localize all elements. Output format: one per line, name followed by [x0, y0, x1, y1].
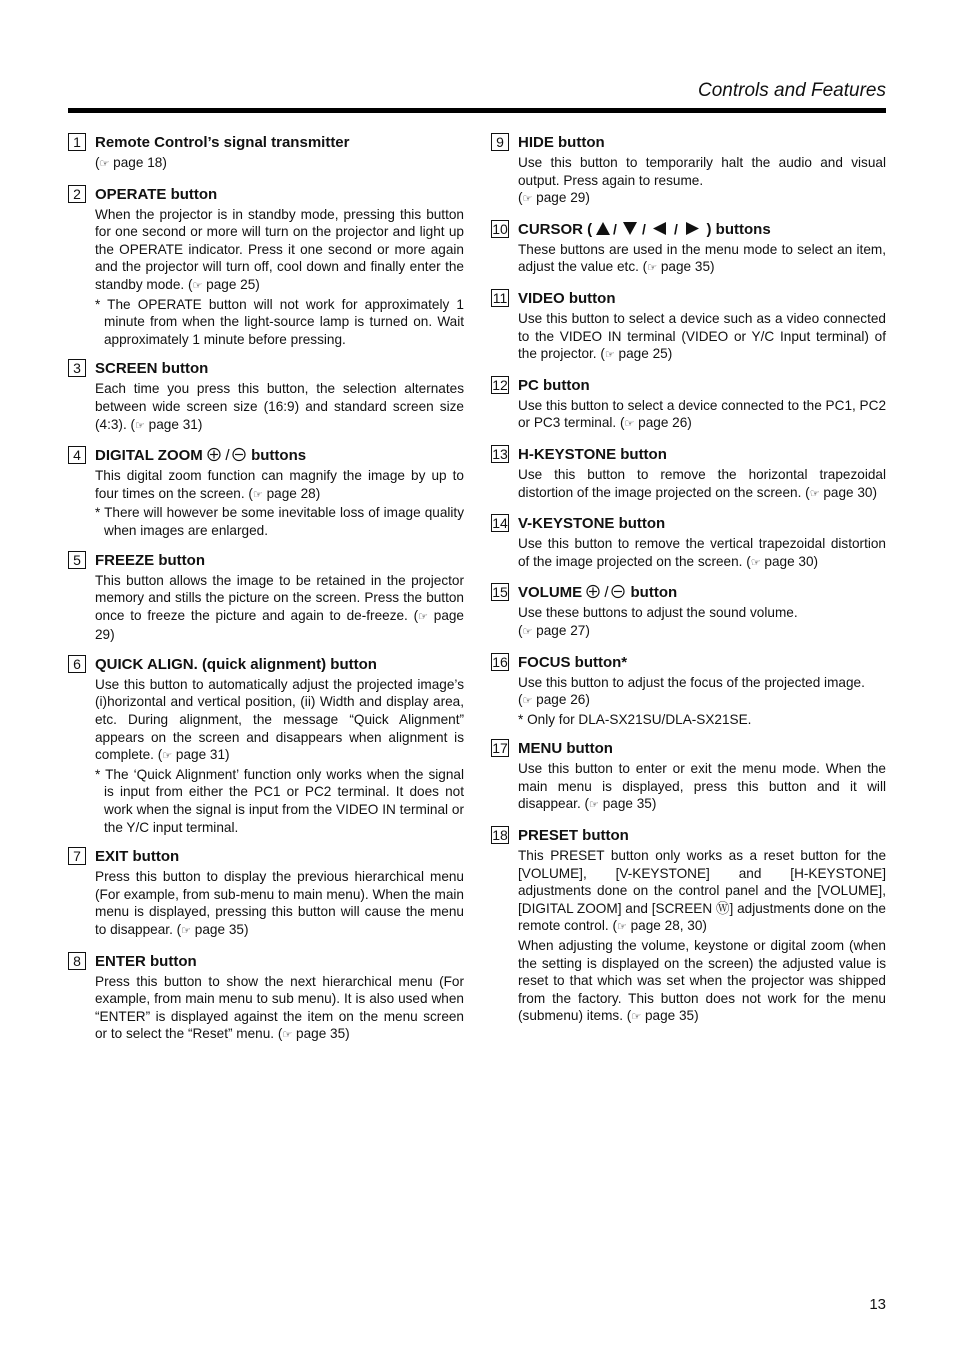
item-2 — [68, 184, 464, 349]
item-note: * The OPERATE button will not work for approximately 1 minute from when the light-source lamp is turned on. Wait approximately 1 minute before pressing. — [95, 296, 464, 347]
item-body: Use this button to remove the vertical trapezoidal distortion of the image projected on the screen. (☞ page 30) — [518, 536, 886, 569]
title-text: buttons — [246, 447, 307, 465]
item-number: 13 — [492, 445, 508, 462]
right-column — [491, 132, 886, 1037]
item-title: HIDE button — [518, 134, 605, 151]
svg-text:/: / — [613, 220, 618, 236]
section-title: Controls and Features — [698, 80, 886, 101]
item-body: Use this button to adjust the focus of the projected image. (☞ page 26) * Only for DLA-SX21SU/DLA-SX21SE. — [518, 674, 865, 727]
item-number: 14 — [492, 515, 508, 532]
item-body: Use this button to temporarily halt the audio and visual output. Press again to resume. (☞ page 29) — [518, 155, 886, 206]
item-title: PC button — [518, 376, 590, 394]
item-number: 5 — [68, 551, 86, 569]
item-body: Use these buttons to adjust the sound volume. (☞ page 27) — [518, 605, 798, 638]
item-title: PRESET button — [518, 827, 629, 845]
title-text: CURSOR ( — [518, 220, 597, 238]
left-column — [68, 132, 464, 1055]
item-7 — [68, 846, 464, 940]
item-4 — [68, 445, 464, 539]
svg-text:/: / — [674, 220, 679, 236]
title-text: VOLUME — [518, 584, 587, 602]
item-11 — [491, 288, 886, 365]
item-number: 15 — [492, 584, 508, 601]
title-text: DIGITAL ZOOM — [95, 447, 207, 465]
item-17 — [491, 738, 886, 815]
item-number: 10 — [492, 220, 508, 237]
item-title: V-KEYSTONE button — [518, 515, 666, 533]
item-body: Use this button to automatically adjust the projected image’s (i)horizontal and vertical position, (ii) Width and display area, etc. During alignment, the message “Quick Alignment” appears on the screen and disappears when alignment is complete. (☞ page 31) — [95, 676, 464, 763]
item-body: Press this button to show the next hierarchical menu (For example, from main menu to sub menu). It is also used when “ENTER” is displayed against the item on the menu screen or to select the “Reset” menu. (☞ page 35) — [95, 973, 464, 1042]
item-body: This button allows the image to be retained in the projector memory and stills the picture on the screen. Press the button once to freeze the picture and again to de-freeze. (☞ page 29) — [95, 572, 464, 643]
title-text: button — [626, 584, 678, 602]
item-title: MENU button — [518, 740, 613, 758]
item-9 — [491, 132, 886, 209]
item-number: 16 — [492, 653, 508, 670]
item-number: 7 — [68, 847, 86, 865]
item-18 — [491, 825, 886, 1027]
item-title — [518, 219, 886, 241]
item-body: (☞ page 18) — [95, 155, 167, 170]
item-16 — [491, 652, 886, 729]
arrow-keys-icon — [596, 221, 702, 236]
item-14 — [491, 513, 886, 572]
plus-minus-icon — [586, 584, 626, 599]
item-10 — [491, 219, 886, 278]
item-title: H-KEYSTONE button — [518, 445, 667, 463]
item-number: 11 — [492, 289, 508, 306]
svg-text:/: / — [642, 220, 647, 236]
item-15 — [491, 582, 886, 641]
item-title: Remote Control’s signal transmitter — [95, 134, 350, 151]
item-title: OPERATE button — [95, 185, 218, 203]
item-title — [518, 582, 886, 604]
item-number: 17 — [492, 740, 508, 757]
item-number: 2 — [68, 185, 86, 203]
plus-minus-icon — [207, 447, 247, 462]
item-number: 4 — [68, 446, 86, 464]
item-body: Press this button to display the previous hierarchical menu (For example, from sub-menu to main menu). When the main menu is displayed, pressing this button will cause the menu to disappear. (☞ page 35) — [95, 869, 464, 937]
header-rule — [68, 108, 886, 113]
item-body: Use this button to select a device connected to the PC1, PC2 or PC3 terminal. (☞ page 26) — [518, 397, 887, 431]
item-number: 3 — [68, 359, 86, 377]
item-body: Each time you press this button, the selection alternates between wide screen size (16:9) and standard screen size (4:3). (☞ page 31) — [95, 381, 464, 432]
item-number: 18 — [492, 827, 508, 844]
item-number: 8 — [68, 952, 86, 970]
item-3 — [68, 358, 464, 435]
item-6 — [68, 654, 464, 836]
item-note: * There will however be some inevitable loss of image quality when images are enlarged. — [95, 505, 464, 538]
item-body: Use this button to remove the horizontal trapezoidal distortion of the image projected on the screen. (☞ page 30) — [518, 466, 886, 500]
item-12 — [491, 375, 886, 434]
item-5 — [68, 550, 464, 644]
item-number: 9 — [491, 133, 509, 151]
page-number: 13 — [869, 1296, 886, 1313]
item-body: These buttons are used in the menu mode to select an item, adjust the value etc. (☞ page 35) — [518, 241, 886, 275]
item-note: * The ‘Quick Alignment’ function only works when the signal is input from either the PC1 or PC2 terminal. It does not work when the signal is input from the VIDEO IN terminal or the Y/C input terminal. — [95, 766, 464, 835]
item-13 — [491, 444, 886, 503]
item-title — [95, 445, 464, 467]
item-1 — [68, 132, 464, 174]
item-title: SCREEN button — [95, 360, 209, 378]
item-8 — [68, 951, 464, 1045]
item-title: QUICK ALIGN. (quick alignment) button — [95, 655, 377, 673]
item-title: FREEZE button — [95, 551, 205, 569]
item-body: When the projector is in standby mode, pressing this button for one second or more will turn on the projector and light up the OPERATE indicator. Press it one second or more again and the projector will turn off, cool down and finally enter the standby mode. (☞ page 25) — [95, 206, 464, 292]
item-body: This PRESET button only works as a reset button for the [VOLUME], [V-KEYSTONE] and [H-KEYSTONE] adjustments done on the control panel and the [VOLUME], [DIGITAL ZOOM] and [SCREEN Ⓦ] adjustments done on the remote control. (☞ page 28, 30) When adjusting the volume, keystone or digital zoom (when the setting is displayed on the screen) the adjusted value is reset to that which was set when the projector was shipped from the factory. This button does not work for the menu (submenu) items. (☞ page 35) — [518, 848, 886, 1024]
item-body: Use this button to enter or exit the menu mode. When the main menu is displayed, press this button and it will disappear. (☞ page 35) — [518, 761, 886, 812]
item-body: Use this button to select a device such as a video connected to the VIDEO IN terminal (VIDEO or Y/C Input terminal) of the projector. (☞ page 25) — [518, 310, 886, 362]
item-title: FOCUS button* — [518, 653, 628, 671]
item-title: VIDEO button — [518, 289, 616, 307]
item-title: EXIT button — [95, 848, 180, 866]
item-title: ENTER button — [95, 952, 197, 970]
item-number: 12 — [492, 376, 508, 393]
item-number: 6 — [68, 655, 86, 673]
item-body: This digital zoom function can magnify the image by up to four times on the screen. (☞ page 28) — [95, 468, 464, 501]
item-number: 1 — [68, 133, 86, 151]
title-text: ) buttons — [702, 220, 771, 238]
